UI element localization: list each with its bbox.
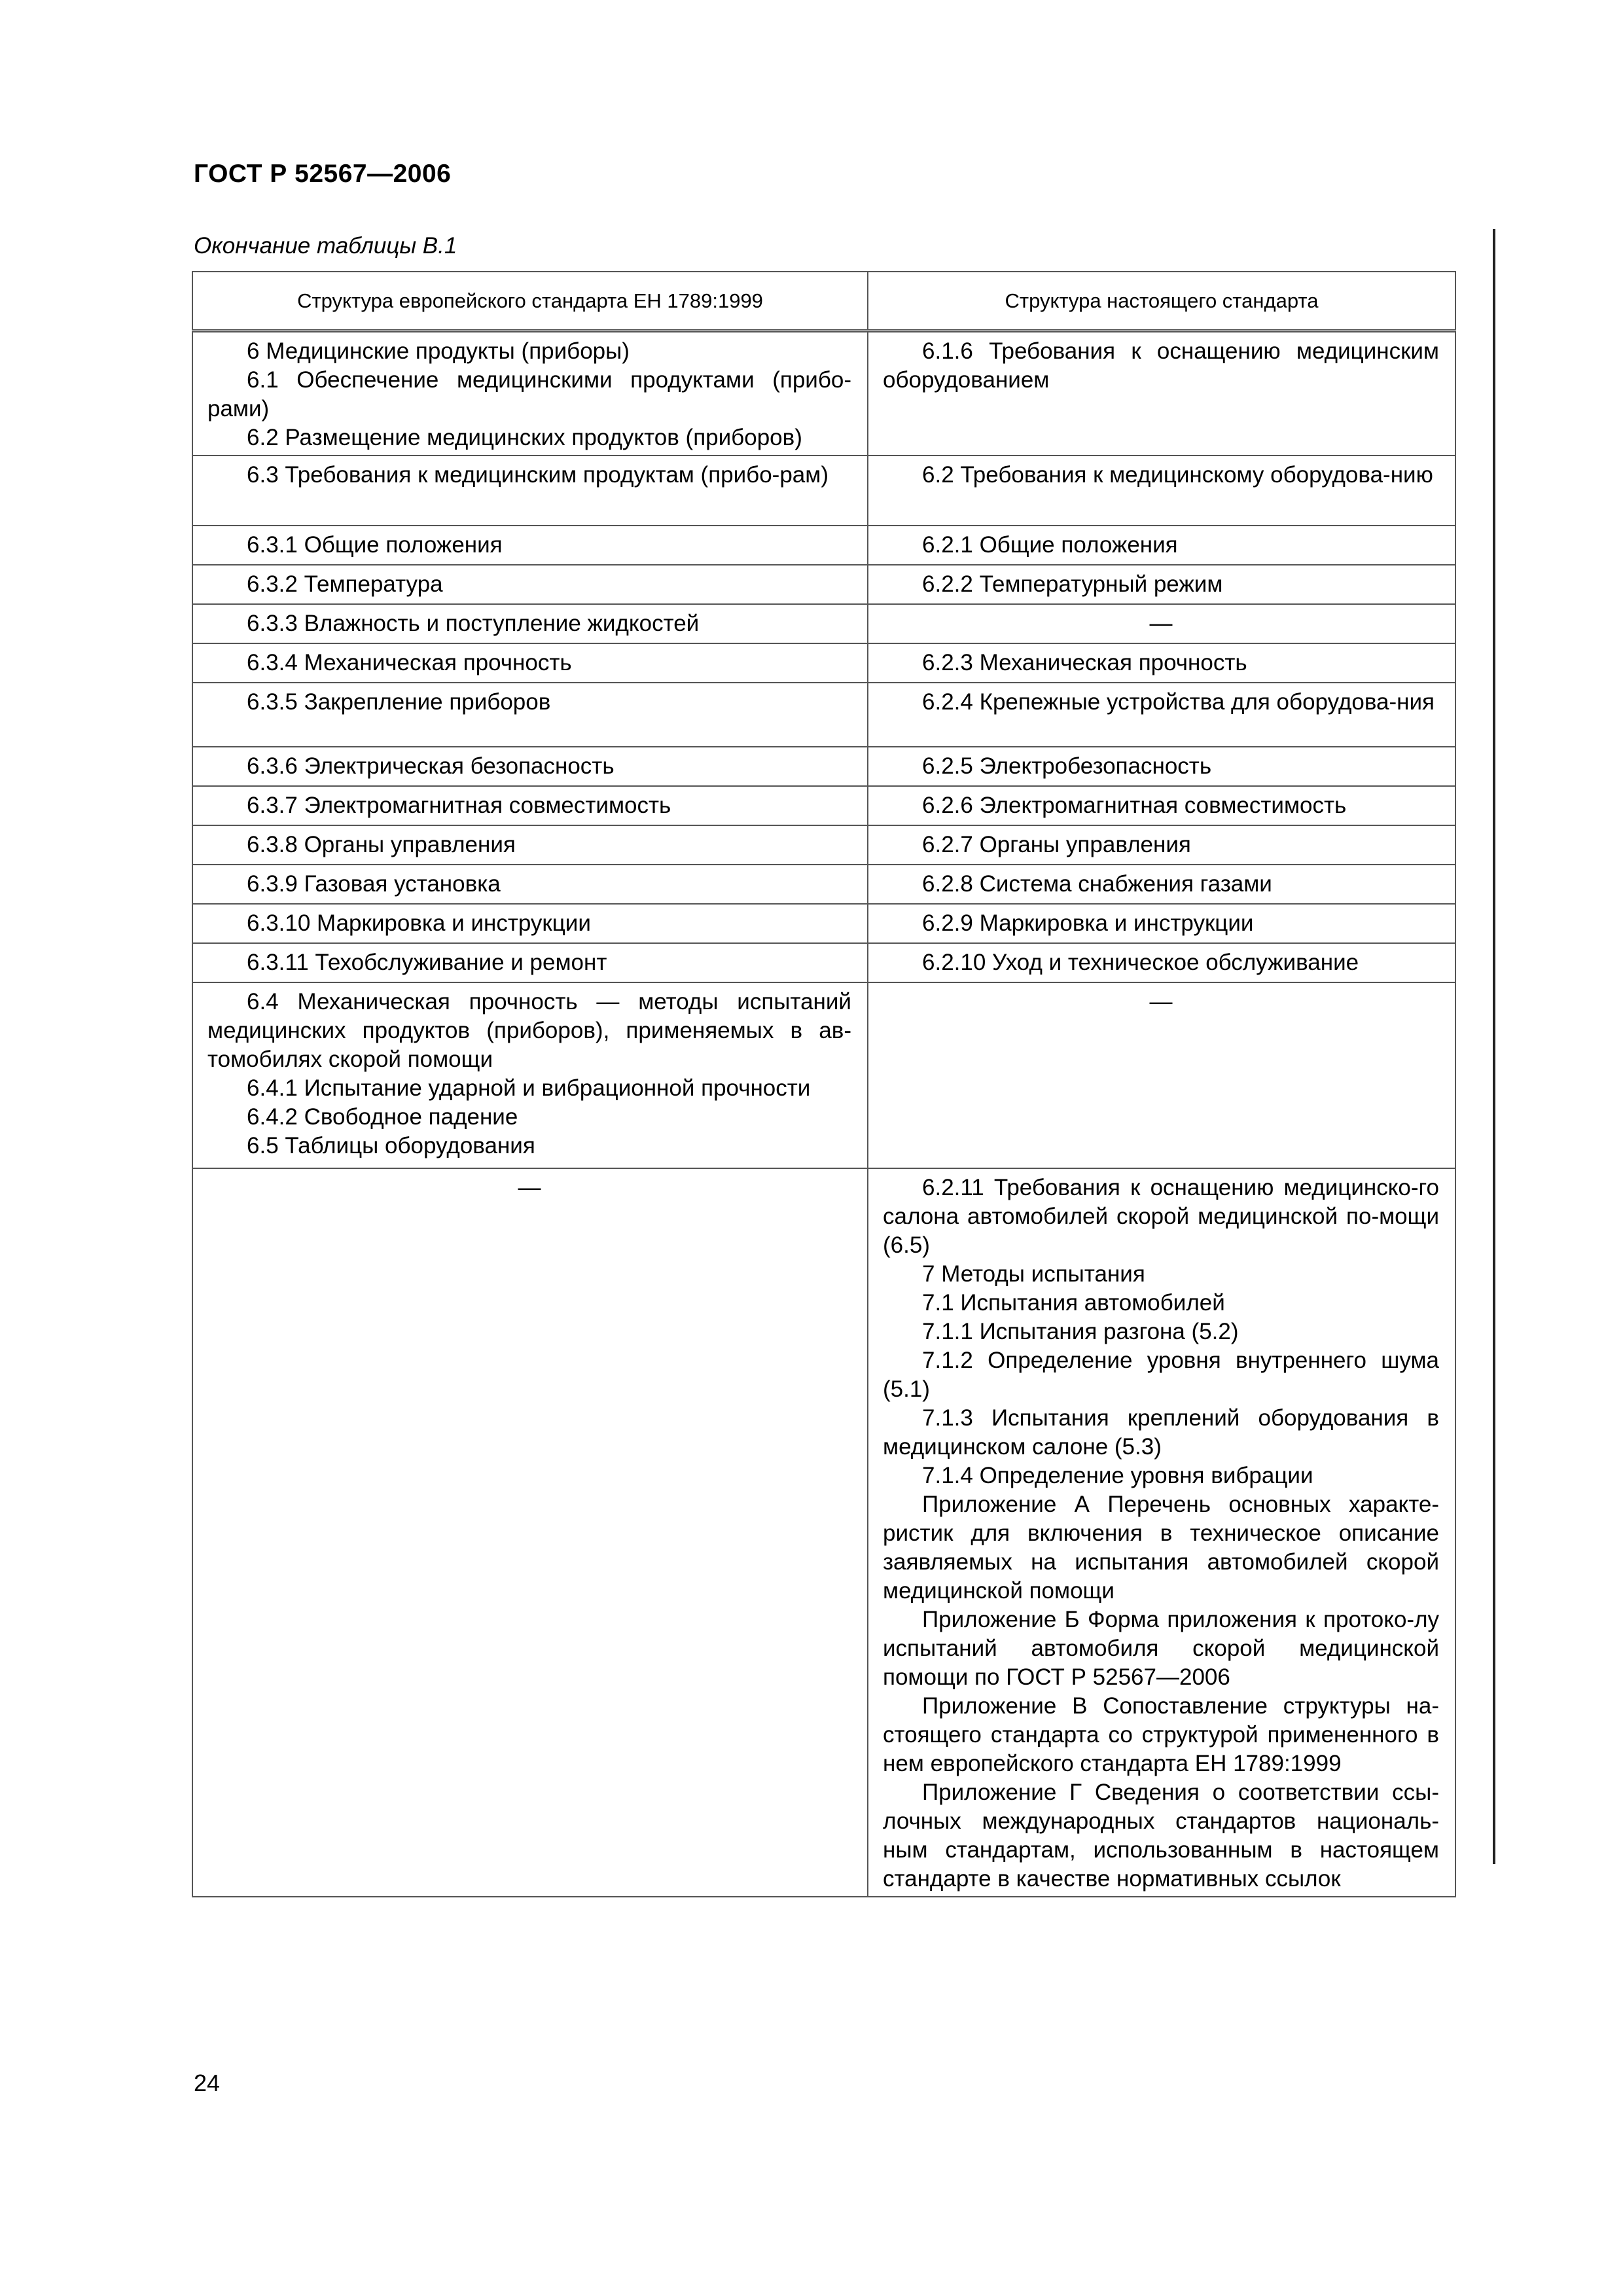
cell-european xyxy=(192,604,868,643)
empty-dash: — xyxy=(1149,611,1173,636)
cell-european xyxy=(192,825,868,865)
cell-line: 7.1.1 Испытания разгона (5.2) xyxy=(922,1319,1239,1344)
structure-comparison-table xyxy=(192,271,1456,1897)
cell-line: 6.3.2 Температура xyxy=(247,571,443,597)
cell-line: 6.2.1 Общие положения xyxy=(922,532,1178,558)
table-row xyxy=(192,904,1455,943)
cell-line: 7.1.3 Испытания креплений оборудования в медицинском салоне (5.3) xyxy=(883,1405,1439,1460)
cell-national xyxy=(868,943,1455,982)
cell-line: 6.2.6 Электромагнитная совместимость xyxy=(922,793,1347,818)
cell-line: 6.3.9 Газовая установка xyxy=(247,871,501,897)
cell-line: 6.4.1 Испытание ударной и вибрационной прочности xyxy=(247,1075,811,1101)
cell-european xyxy=(192,683,868,747)
cell-european xyxy=(192,331,868,456)
table-row xyxy=(192,865,1455,904)
cell-national xyxy=(868,683,1455,747)
cell-european xyxy=(192,786,868,825)
cell-national xyxy=(868,604,1455,643)
cell-european xyxy=(192,943,868,982)
cell-line: 6.2.2 Температурный режим xyxy=(922,571,1223,597)
table-row xyxy=(192,331,1455,456)
cell-national xyxy=(868,1168,1455,1897)
cell-european xyxy=(192,904,868,943)
cell-line: 6.1 Обеспечение медицинскими продуктами (прибо-рами) xyxy=(207,367,851,422)
cell-national xyxy=(868,904,1455,943)
cell-national xyxy=(868,982,1455,1168)
cell-european xyxy=(192,982,868,1168)
cell-line: 6.3.5 Закрепление приборов xyxy=(247,689,551,715)
cell-line: 6.1.6 Требования к оснащению медицинским оборудованием xyxy=(883,338,1439,393)
column-header-national: Структура настоящего стандарта xyxy=(868,272,1455,331)
revision-margin-bar xyxy=(1493,229,1495,1864)
cell-national xyxy=(868,456,1455,526)
cell-line: 7.1.2 Определение уровня внутреннего шума (5.1) xyxy=(883,1348,1439,1402)
cell-national xyxy=(868,865,1455,904)
table-row xyxy=(192,526,1455,565)
document-header: ГОСТ Р 52567—2006 xyxy=(194,160,452,188)
cell-european xyxy=(192,565,868,604)
cell-line: 6.3.6 Электрическая безопасность xyxy=(247,753,615,779)
cell-line: 6.2 Требования к медицинскому оборудова-нию xyxy=(922,462,1433,488)
cell-line: 6.4 Механическая прочность — методы испытаний медицинских продуктов (приборов), применяемых в ав-томобилях скорой помощи xyxy=(207,989,851,1072)
cell-line: 6.3 Требования к медицинским продуктам (прибо-рам) xyxy=(247,462,829,488)
cell-line: 6.2 Размещение медицинских продуктов (приборов) xyxy=(247,425,802,450)
cell-european xyxy=(192,526,868,565)
table-row xyxy=(192,604,1455,643)
cell-line: 6.3.11 Техобслуживание и ремонт xyxy=(247,950,607,975)
cell-line: Приложение В Сопоставление структуры на-стоящего стандарта со структурой примененного в нем европейского стандарта ЕН 1789:1999 xyxy=(883,1693,1439,1776)
table-row xyxy=(192,943,1455,982)
cell-european xyxy=(192,747,868,786)
table-header-row xyxy=(192,272,1455,331)
cell-line: 6.2.7 Органы управления xyxy=(922,832,1191,857)
cell-line: 7.1 Испытания автомобилей xyxy=(922,1290,1225,1316)
cell-european xyxy=(192,1168,868,1897)
cell-line: 6.2.11 Требования к оснащению медицинско-го салона автомобилей скорой медицинской по-мощи (6.5) xyxy=(883,1175,1439,1258)
cell-national xyxy=(868,526,1455,565)
table-row xyxy=(192,1168,1455,1897)
table-row xyxy=(192,786,1455,825)
cell-line: 6.2.3 Механическая прочность xyxy=(922,650,1247,675)
cell-line: 6.3.1 Общие положения xyxy=(247,532,503,558)
table-row xyxy=(192,456,1455,526)
column-header-european: Структура европейского стандарта ЕН 1789:1999 xyxy=(192,272,868,331)
cell-line: 6.2.9 Маркировка и инструкции xyxy=(922,910,1254,936)
cell-line: 6.2.4 Крепежные устройства для оборудова-ния xyxy=(922,689,1435,715)
cell-national xyxy=(868,643,1455,683)
cell-line: 6.3.10 Маркировка и инструкции xyxy=(247,910,591,936)
table-caption: Окончание таблицы В.1 xyxy=(194,233,457,259)
cell-national xyxy=(868,331,1455,456)
cell-line: Приложение Б Форма приложения к протоко-лу испытаний автомобиля скорой медицинской помощи по ГОСТ Р 52567—2006 xyxy=(883,1607,1439,1690)
cell-european xyxy=(192,643,868,683)
table-row xyxy=(192,565,1455,604)
cell-national xyxy=(868,786,1455,825)
table-row xyxy=(192,825,1455,865)
table-row xyxy=(192,747,1455,786)
cell-national xyxy=(868,565,1455,604)
cell-line: 6.4.2 Свободное падение xyxy=(247,1104,518,1130)
cell-line: 6.2.10 Уход и техническое обслуживание xyxy=(922,950,1359,975)
cell-line: 6.5 Таблицы оборудования xyxy=(247,1133,535,1158)
cell-line: 7 Методы испытания xyxy=(922,1261,1145,1287)
empty-dash: — xyxy=(518,1175,541,1200)
cell-line: 6.3.8 Органы управления xyxy=(247,832,516,857)
table-row xyxy=(192,643,1455,683)
empty-dash: — xyxy=(1149,989,1173,1014)
cell-line: 7.1.4 Определение уровня вибрации xyxy=(922,1463,1313,1488)
table-row xyxy=(192,982,1455,1168)
cell-line: 6.3.3 Влажность и поступление жидкостей xyxy=(247,611,700,636)
cell-line: 6.2.8 Система снабжения газами xyxy=(922,871,1272,897)
table-row xyxy=(192,683,1455,747)
cell-national xyxy=(868,825,1455,865)
cell-line: Приложение Г Сведения о соответствии ссы-лочных международных стандартов националь-ным стандартам, использованным в настоящем стандарте в качестве нормативных ссылок xyxy=(883,1780,1439,1892)
cell-european xyxy=(192,456,868,526)
cell-european xyxy=(192,865,868,904)
cell-line: Приложение А Перечень основных характе-ристик для включения в техническое описание заявляемых на испытания автомобилей скорой медицинской помощи xyxy=(883,1492,1439,1604)
cell-national xyxy=(868,747,1455,786)
cell-line: 6.3.4 Механическая прочность xyxy=(247,650,572,675)
cell-line: 6.3.7 Электромагнитная совместимость xyxy=(247,793,671,818)
cell-line: 6 Медицинские продукты (приборы) xyxy=(247,338,630,364)
cell-line: 6.2.5 Электробезопасность xyxy=(922,753,1212,779)
page-number: 24 xyxy=(194,2070,221,2096)
